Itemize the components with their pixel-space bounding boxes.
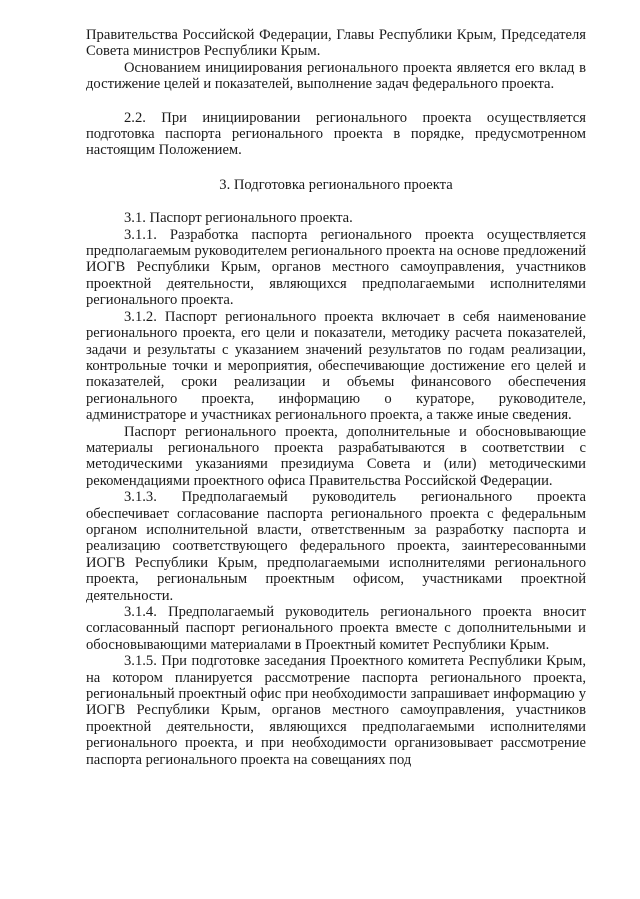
section-heading-3: 3. Подготовка регионального проекта bbox=[219, 176, 453, 193]
paragraph-3-1-5: 3.1.5. При подготовке заседания Проектного комитета Республики Крым, на котором планируется рассмотрение паспорта регионального проекта, региональный проектный офис при необходимости запрашивает информацию у ИОГВ Республики Крым, органов местного самоуправления, участников проектной деятельности, являющихся предполагаемыми исполнителями регионального проекта, и при необходимости организовывает рассмотрение паспорта регионального проекта на совещаниях под bbox=[86, 653, 586, 768]
document-page bbox=[86, 27, 586, 768]
paragraph-continuation: Правительства Российской Федерации, Главы Республики Крым, Председателя Совета министров Республики Крым. bbox=[86, 27, 586, 60]
paragraph-initiation-basis: Основанием инициирования регионального проекта является его вклад в достижение целей и показателей, выполнение задач федерального проекта. bbox=[86, 59, 586, 93]
paragraph-3-1: 3.1. Паспорт регионального проекта. bbox=[124, 210, 353, 227]
paragraph-3-1-4: 3.1.4. Предполагаемый руководитель регионального проекта вносит согласованный паспорт регионального проекта вместе с дополнительными и обосновывающими материалами в Проектный комитет Республики Крым. bbox=[86, 604, 586, 653]
paragraph-2-2: 2.2. При инициировании регионального проекта осуществляется подготовка паспорта регионального проекта в порядке, предусмотренном настоящим Положением. bbox=[86, 109, 586, 159]
paragraph-3-1-3: 3.1.3. Предполагаемый руководитель регионального проекта обеспечивает согласование паспорта регионального проекта с федеральным органом исполнительной власти, ответственным за разработку паспорта и реализацию соответствующего федерального проекта, заинтересованными ИОГВ Республики Крым, предполагаемыми исполнителями регионального проекта, региональным проектным офисом, участниками проектной деятельности. bbox=[86, 489, 586, 604]
paragraph-3-1-2: 3.1.2. Паспорт регионального проекта включает в себя наименование регионального проекта, его цели и показатели, методику расчета показателей, задачи и результаты с указанием значений результатов по годам реализации, контрольные точки и мероприятия, обеспечивающие достижение его целей и показателей, сроки реализации и объемы финансового обеспечения регионального проекта, информацию о кураторе, руководителе, администраторе и участниках регионального проекта, а также иные сведения. bbox=[86, 308, 586, 424]
paragraph-passport-materials: Паспорт регионального проекта, дополнительные и обосновывающие материалы регионального проекта разрабатываются в соответствии с методическими указаниями президиума Совета и (или) методическими рекомендациями проектного офиса Правительства Российской Федерации. bbox=[86, 423, 586, 489]
paragraph-3-1-1: 3.1.1. Разработка паспорта регионального проекта осуществляется предполагаемым руководителем регионального проекта на основе предложений ИОГВ Республики Крым, органов местного самоуправления, участников проектной деятельности, являющихся предполагаемыми исполнителями регионального проекта. bbox=[86, 226, 586, 309]
